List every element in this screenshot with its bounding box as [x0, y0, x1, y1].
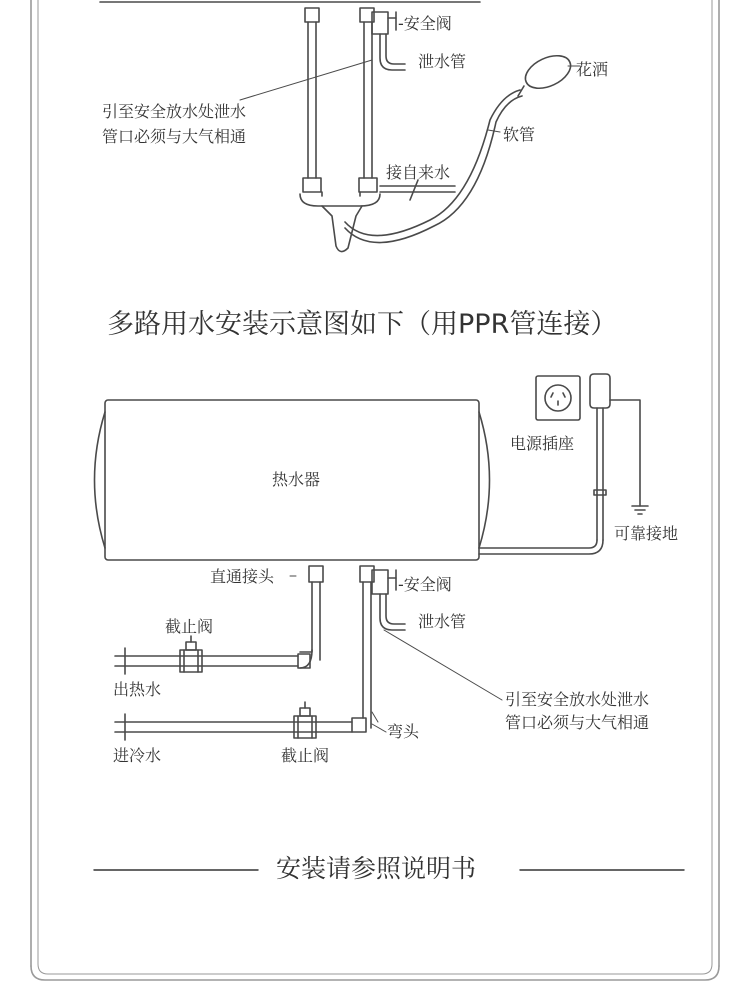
top-water-inlet — [380, 180, 455, 200]
ground-label: 可靠接地 — [614, 524, 679, 543]
power-socket-label: 电源插座 — [510, 434, 575, 453]
top-mixing-faucet — [300, 192, 380, 252]
bottom-drain-note-line2: 管口必须与大气相通 — [505, 713, 650, 732]
power-plug — [479, 374, 610, 554]
bottom-diagram — [95, 374, 649, 740]
top-drain-note-line2: 管口必须与大气相通 — [102, 127, 247, 146]
cold-in-label: 进冷水 — [113, 746, 162, 765]
cold-in-pipe — [115, 702, 352, 740]
top-hose-label: 软管 — [503, 125, 536, 144]
footer-instruction: 安装请参照说明书 — [276, 854, 477, 883]
top-shower-head-label: 花洒 — [576, 60, 609, 79]
bottom-safety-valve-label: -安全阀 — [398, 575, 452, 594]
top-left-pipe — [303, 8, 321, 192]
bottom-drain-pipe-label: 泄水管 — [418, 612, 467, 631]
top-water-inlet-label: 接自来水 — [386, 163, 451, 182]
bottom-drain-note-line1: 引至安全放水处泄水 — [505, 690, 650, 709]
top-drain-pipe-label: 泄水管 — [418, 52, 467, 71]
top-drain-note-line1: 引至安全放水处泄水 — [102, 102, 247, 121]
bottom-left-pipe — [298, 566, 323, 668]
section-heading: 多路用水安装示意图如下（用PPR管连接） — [107, 309, 618, 340]
page-frame — [31, 0, 719, 980]
top-safety-valve-label: -安全阀 — [398, 14, 452, 33]
elbow-label: 弯头 — [387, 722, 420, 741]
bottom-stop-valve-label: 截止阀 — [281, 746, 330, 765]
power-socket — [536, 376, 580, 420]
straight-joint-label: 直通接头 — [210, 567, 275, 586]
top-shower-head — [518, 49, 576, 96]
heater-label: 热水器 — [272, 470, 321, 489]
top-stop-valve-label: 截止阀 — [165, 617, 214, 636]
ground-wire — [610, 400, 648, 514]
hot-out-label: 出热水 — [113, 680, 162, 699]
hot-out-pipe — [115, 636, 298, 674]
